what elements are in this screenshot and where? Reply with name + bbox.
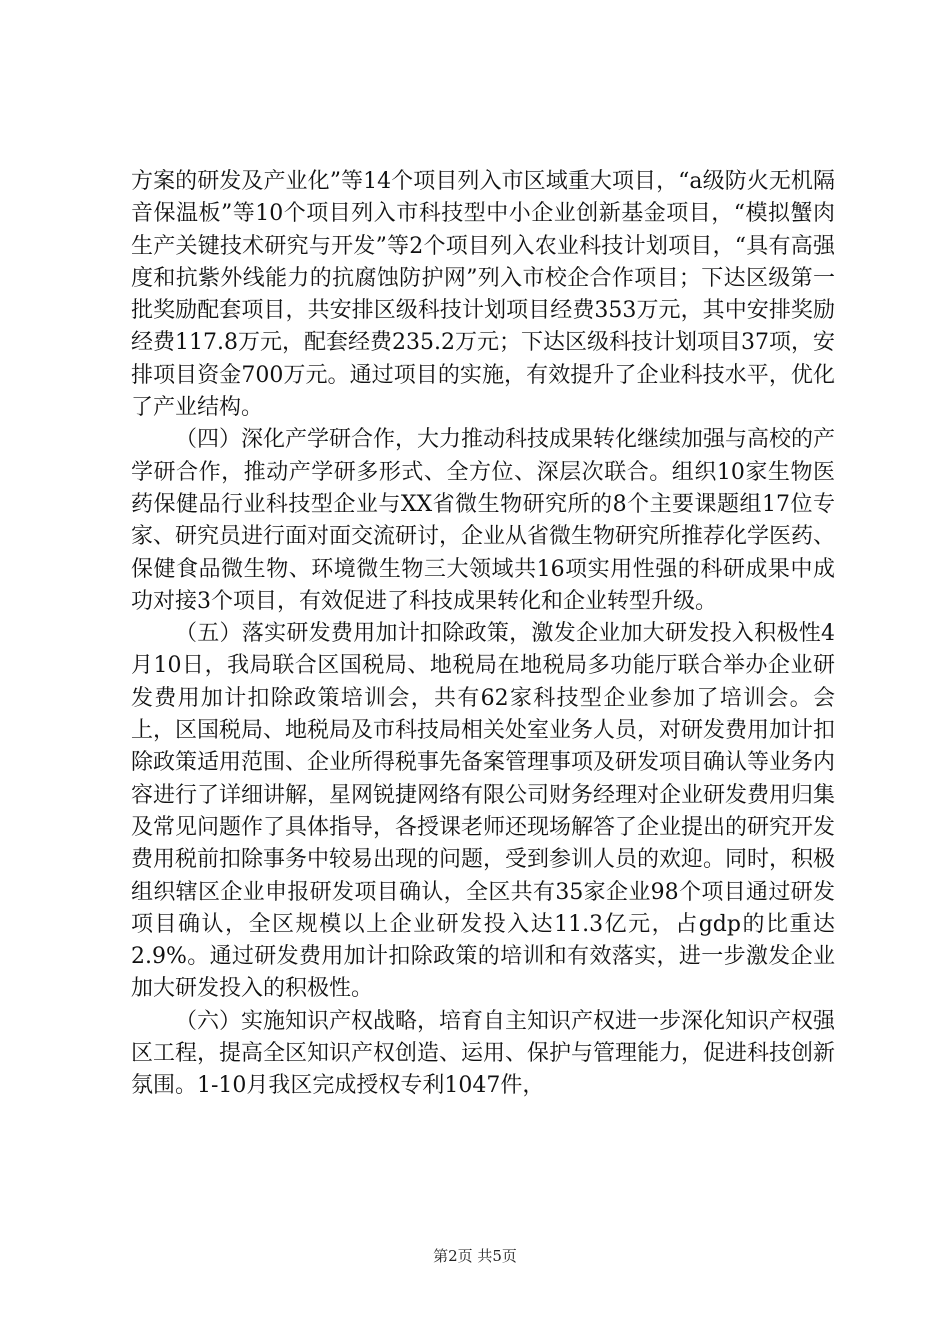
paragraph-continuation: 方案的研发及产业化”等14个项目列入市区域重大项目，“a级防火无机隔音保温板”等10个项目列入市科技型中小企业创新基金项目，“模拟蟹肉生产关键技术研究与开发”等2个项目列入农业科技计划项目，“具有高强度和抗紫外线能力的抗腐蚀防护网”列入市校企合作项目；下达区级第一批奖励配套项目，共安排区级科技计划项目经费353万元，其中安排奖励经费117.8万元，配套经费235.2万元；下达区级科技计划项目37项，安排项目资金700万元。通过项目的实施，有效提升了企业科技水平，优化了产业结构。 [131,169,835,421]
document-body [131,166,835,1103]
page-number-footer: 第2页 共5页 [433,1247,517,1265]
paragraph-section-4: （四）深化产学研合作，大力推动科技成果转化继续加强与高校的产学研合作，推动产学研多形式、全方位、深层次联合。组织10家生物医药保健品行业科技型企业与XX省微生物研究所的8个主要课题组17位专家、研究员进行面对面交流研讨，企业从省微生物研究所推荐化学医药、保健食品微生物、环境微生物三大领域共16项实用性强的科研成果中成功对接3个项目，有效促进了科技成果转化和企业转型升级。 [131,427,836,614]
paragraph-section-6: （六）实施知识产权战略，培育自主知识产权进一步深化知识产权强区工程，提高全区知识产权创造、运用、保护与管理能力，促进科技创新氛围。1-10月我区完成授权专利1047件， [131,1008,836,1099]
paragraph-section-5: （五）落实研发费用加计扣除政策，激发企业加大研发投入积极性4月10日，我局联合区国税局、地税局在地税局多功能厅联合举办企业研发费用加计扣除政策培训会，共有62家科技型企业参加了培训会。会上，区国税局、地税局及市科技局相关处室业务人员，对研发费用加计扣除政策适用范围、企业所得税事先备案管理事项及研发项目确认等业务内容进行了详细讲解，星网锐捷网络有限公司财务经理对企业研发费用归集及常见问题作了具体指导，各授课老师还现场解答了企业提出的研究开发费用税前扣除事务中较易出现的问题，受到参训人员的欢迎。同时，积极组织辖区企业申报研发项目确认，全区共有35家企业98个项目通过研发项目确认，全区规模以上企业研发投入达11.3亿元，占gdp的比重达2.9%。通过研发费用加计扣除政策的培训和有效落实，进一步激发企业加大研发投入的积极性。 [131,621,836,1002]
